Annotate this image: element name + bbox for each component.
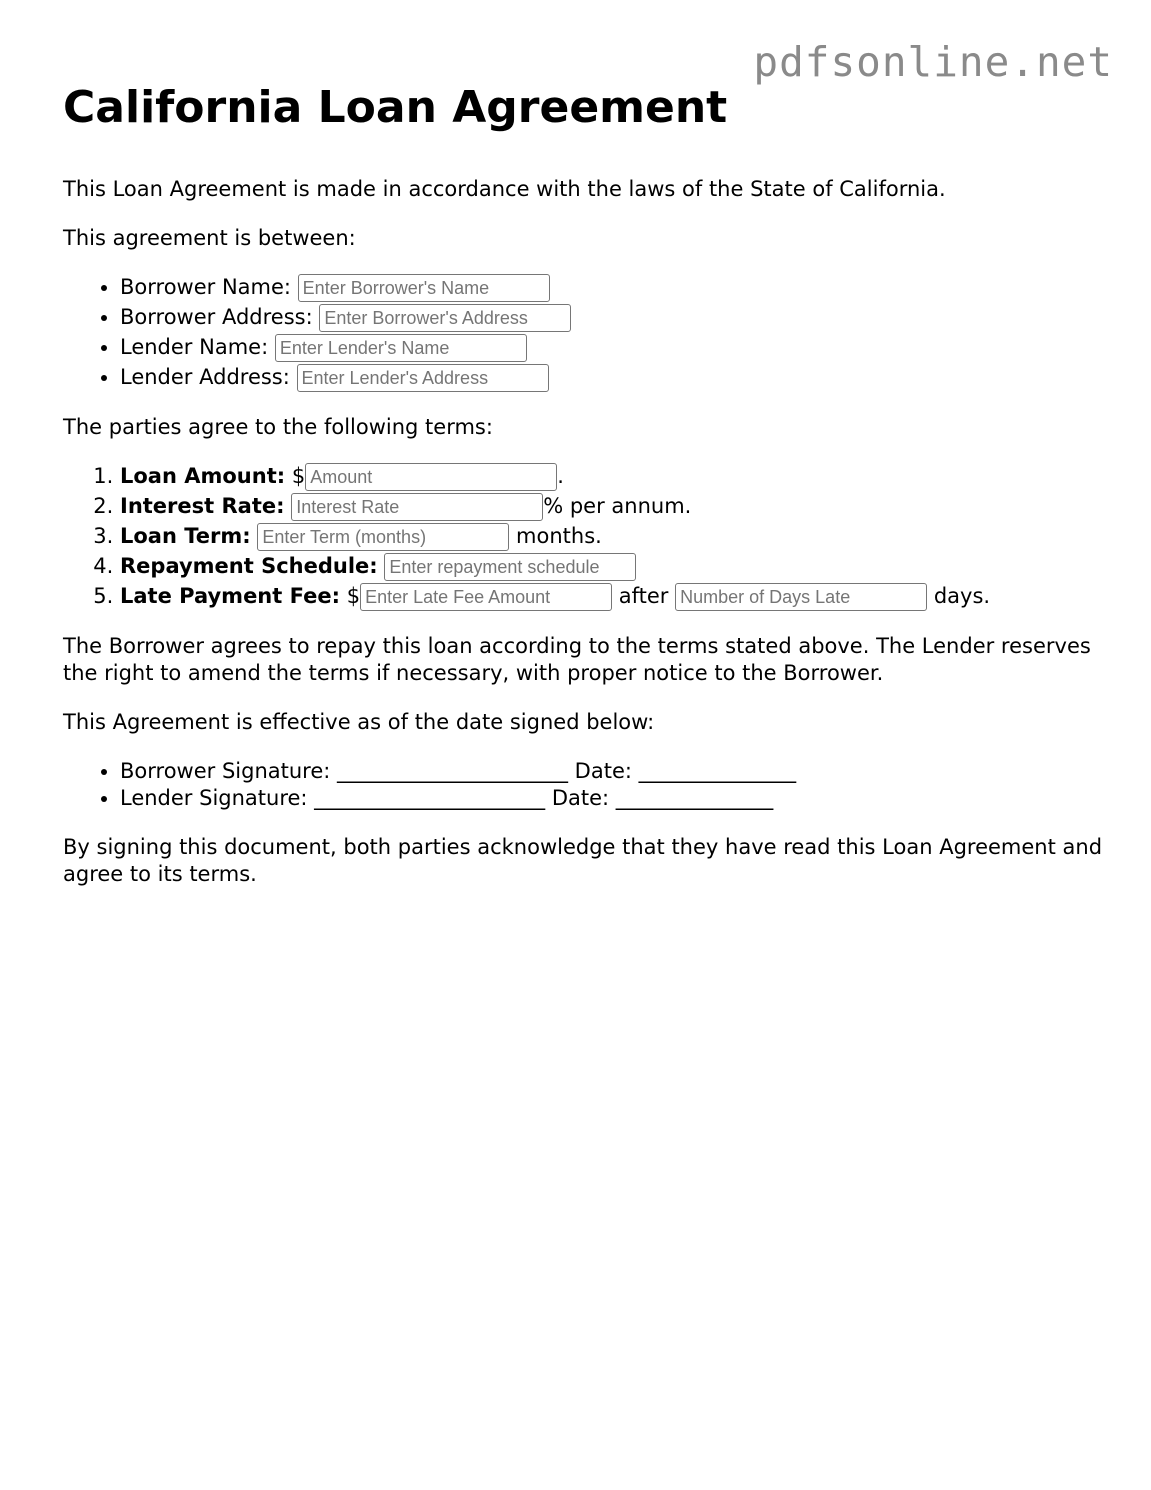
borrower-address-label: Borrower Address: xyxy=(120,305,313,329)
loan-amount-label: Loan Amount: xyxy=(120,464,286,488)
late-fee-amount-input[interactable] xyxy=(360,583,612,611)
list-item xyxy=(120,551,1103,581)
currency-symbol: $ xyxy=(291,464,306,488)
document-body xyxy=(63,80,1103,888)
sentence-period: . xyxy=(557,464,564,488)
borrower-address-input[interactable] xyxy=(319,304,571,332)
signatures-list xyxy=(63,758,1103,812)
list-item xyxy=(120,521,1103,551)
interest-rate-input[interactable] xyxy=(291,493,543,521)
parties-intro: This agreement is between: xyxy=(63,226,356,250)
borrower-signature-line: • Borrower Signature: ______________________ Date: _______________ xyxy=(120,758,1103,785)
intro-paragraph: This Loan Agreement is made in accordance with the laws of the State of California. xyxy=(63,177,946,201)
closing-paragraph: By signing this document, both parties acknowledge that they have read this Loan Agreement and agree to its terms. xyxy=(63,835,1103,886)
loan-term-suffix: months. xyxy=(516,524,602,548)
watermark: pdfsonline.net xyxy=(753,38,1113,86)
terms-intro: The parties agree to the following terms: xyxy=(63,415,493,439)
loan-amount-input[interactable] xyxy=(305,463,557,491)
late-fee-after-text: after xyxy=(618,584,669,608)
terms-list xyxy=(63,461,1103,611)
late-fee-label: Late Payment Fee: xyxy=(120,584,340,608)
repayment-paragraph: The Borrower agrees to repay this loan according to the terms stated above. The Lender reserves the right to amend the terms if necessary, with proper notice to the Borrower. xyxy=(63,634,1091,685)
interest-rate-suffix: % per annum. xyxy=(543,494,692,518)
days-suffix: days. xyxy=(933,584,991,608)
lender-name-input[interactable] xyxy=(275,334,527,362)
days-late-input[interactable] xyxy=(675,583,927,611)
lender-name-label: Lender Name: xyxy=(120,335,269,359)
page-title: California Loan Agreement xyxy=(63,82,728,133)
loan-term-input[interactable] xyxy=(257,523,509,551)
list-item xyxy=(120,491,1103,521)
repayment-schedule-label: Repayment Schedule: xyxy=(120,554,378,578)
interest-rate-label: Interest Rate: xyxy=(120,494,285,518)
currency-symbol: $ xyxy=(346,584,361,608)
lender-signature-line: • Lender Signature: ______________________ Date: _______________ xyxy=(120,785,1103,812)
effective-date-paragraph: This Agreement is effective as of the date signed below: xyxy=(63,710,655,734)
borrower-name-input[interactable] xyxy=(298,274,550,302)
list-item xyxy=(120,302,1103,332)
loan-term-label: Loan Term: xyxy=(120,524,251,548)
lender-address-label: Lender Address: xyxy=(120,365,290,389)
list-item xyxy=(120,332,1103,362)
parties-list xyxy=(63,272,1103,392)
repayment-schedule-input[interactable] xyxy=(384,553,636,581)
list-item xyxy=(120,272,1103,302)
list-item xyxy=(120,461,1103,491)
list-item xyxy=(120,362,1103,392)
lender-address-input[interactable] xyxy=(297,364,549,392)
list-item xyxy=(120,581,1103,611)
borrower-name-label: Borrower Name: xyxy=(120,275,291,299)
